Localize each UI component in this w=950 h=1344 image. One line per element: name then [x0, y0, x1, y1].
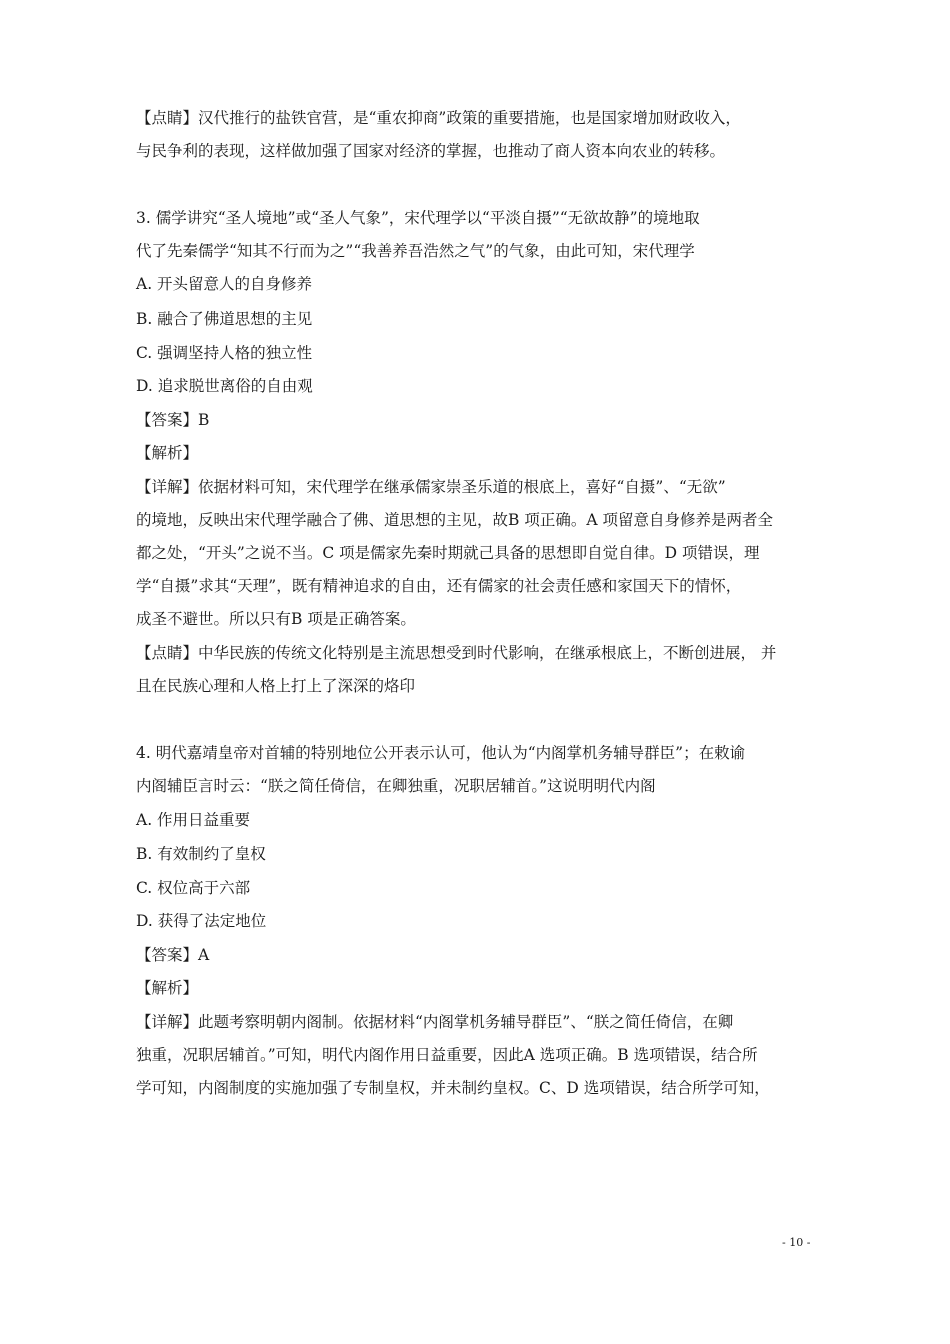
- question-4-answer: 【答案】A: [136, 946, 210, 964]
- question-4-detail: 学可知，内阁制度的实施加强了专制皇权，并未制约皇权。C、D 选项错误，结合所学可知，: [136, 1079, 770, 1097]
- question-3-comment: 【点睛】中华民族的传统文化特别是主流思想受到时代影响，在继承根底上，不断创进展， 并: [136, 644, 777, 662]
- question-3-option-a: A. 开头留意人的自身修养: [136, 275, 313, 293]
- question-3-stem: 3. 儒学讲究“圣人境地”或“圣人气象”，宋代理学以“平淡自摄”“无欲故静”的境地取: [136, 209, 700, 227]
- question-3-detail: 都之处，“开头”之说不当。C 项是儒家先秦时期就己具备的思想即自觉自律。D 项错误，理: [136, 544, 760, 562]
- question-3-analysis-label: 【解析】: [136, 444, 199, 462]
- question-3-detail: 学“自摄”求其“天理”，既有精神追求的自由，还有儒家的社会责任感和家国天下的情怀，: [136, 577, 742, 595]
- question-3-detail: 成圣不避世。所以只有B 项是正确答案。: [136, 610, 416, 628]
- question-4-detail: 【详解】此题考察明朝内阁制。依据材料“内阁掌机务辅导群臣”、“朕之简任倚信，在卿: [136, 1013, 734, 1031]
- question-4-stem: 内阁辅臣言时云：“朕之简任倚信，在卿独重，况职居辅首。”这说明明代内阁: [136, 777, 656, 795]
- comment-line: 与民争利的表现，这样做加强了国家对经济的掌握，也推动了商人资本向农业的转移。: [136, 142, 726, 160]
- question-4-option-d: D. 获得了法定地位: [136, 912, 267, 930]
- question-3-detail: 【详解】依据材料可知，宋代理学在继承儒家崇圣乐道的根底上，喜好“自摄”、“无欲”: [136, 478, 726, 496]
- page-number: - 10 -: [782, 1236, 811, 1249]
- question-4-detail: 独重，况职居辅首。”可知，明代内阁作用日益重要，因此A 选项正确。B 选项错误，结合所: [136, 1046, 758, 1064]
- question-3-option-c: C. 强调坚持人格的独立性: [136, 344, 313, 362]
- question-4-option-b: B. 有效制约了皇权: [136, 845, 266, 863]
- question-3-detail: 的境地，反映出宋代理学融合了佛、道思想的主见，故B 项正确。A 项留意自身修养是两者全: [136, 511, 773, 529]
- question-3-comment: 且在民族心理和人格上打上了深深的烙印: [136, 677, 416, 695]
- comment-line: 【点睛】汉代推行的盐铁官营，是“重农抑商”政策的重要措施，也是国家增加财政收入，: [136, 109, 741, 127]
- question-3-option-b: B. 融合了佛道思想的主见: [136, 310, 313, 328]
- question-4-analysis-label: 【解析】: [136, 979, 199, 997]
- question-3-answer: 【答案】B: [136, 411, 210, 429]
- question-3-option-d: D. 追求脱世离俗的自由观: [136, 377, 313, 395]
- question-4-option-c: C. 权位高于六部: [136, 879, 251, 897]
- question-3-stem: 代了先秦儒学“知其不行而为之”“我善养吾浩然之气”的气象，由此可知，宋代理学: [136, 242, 695, 260]
- question-4-stem: 4. 明代嘉靖皇帝对首辅的特别地位公开表示认可，他认为“内阁掌机务辅导群臣”；在敕谕: [136, 744, 746, 762]
- question-4-option-a: A. 作用日益重要: [136, 811, 251, 829]
